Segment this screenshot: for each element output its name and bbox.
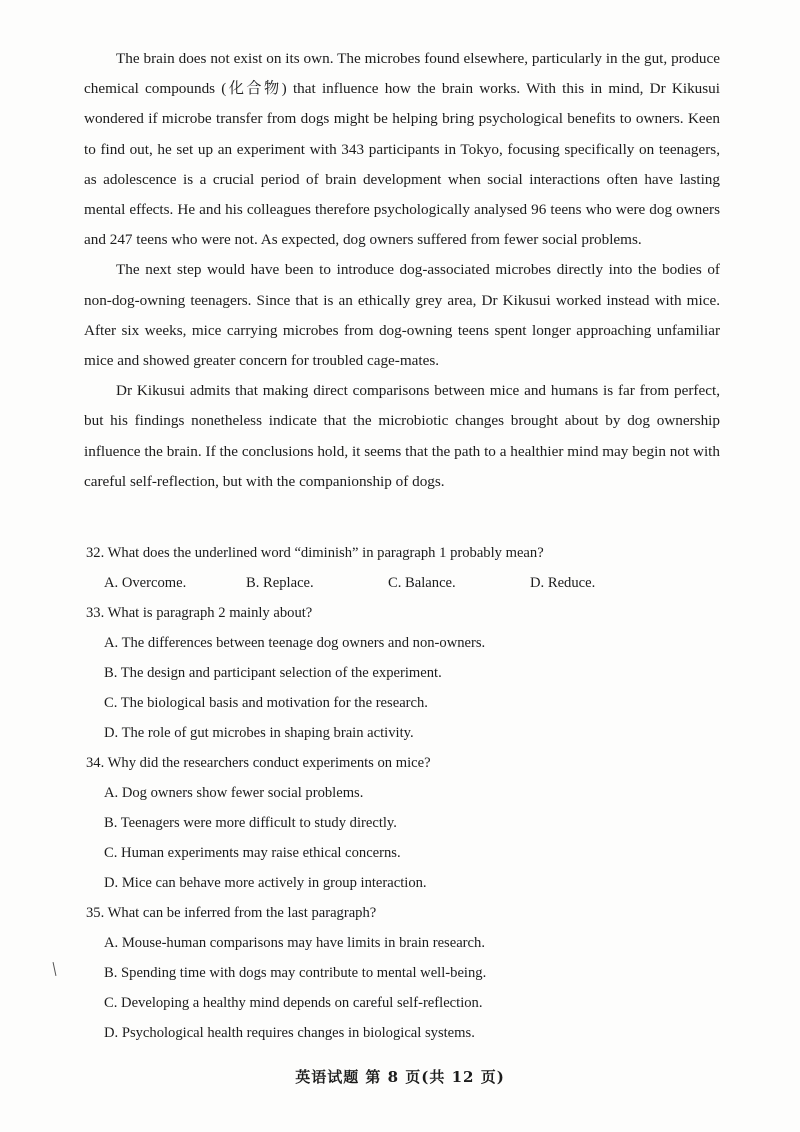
page-footer: 英语试题 第 8 页(共 12 页)	[295, 1068, 505, 1086]
question-32	[86, 538, 722, 598]
question-35	[86, 898, 722, 1048]
question-34	[86, 748, 722, 898]
option-row	[104, 568, 722, 598]
passage-paragraph-1: The brain does not exist on its own. The microbes found elsewhere, particularly in the gut, produce chemical compounds (化合物) that influence how the brain works. With this in mind, Dr Kikusui wondered if microbe transfer from dogs might be helping bring psychological benefits to owners. Keen to find out, he set up an experiment with 343 participants in Tokyo, focusing specifically on teenagers, as adolescence is a crucial period of brain development when social interactions often have lasting mental effects. He and his colleagues therefore psychologically analysed 96 teens who were dog owners and 247 teens who were not. As expected, dog owners suffered from fewer social problems.	[84, 50, 720, 249]
option-c: C. Developing a healthy mind depends on careful self-reflection.	[104, 995, 483, 1011]
option-d: D. The role of gut microbes in shaping brain activity.	[104, 725, 414, 741]
option-d: D. Mice can behave more actively in group interaction.	[104, 875, 427, 891]
pencil-mark	[53, 962, 57, 976]
question-33	[86, 598, 722, 748]
question-stem: 33. What is paragraph 2 mainly about?	[86, 605, 313, 621]
passage-paragraph-2: The next step would have been to introduce dog-associated microbes directly into the bodies of non-dog-owning teenagers. Since that is an ethically grey area, Dr Kikusui worked instead with mice. After six weeks, mice carrying microbes from dog-owning teens spent longer approaching unfamiliar mice and showed greater concern for troubled cage-mates.	[84, 261, 720, 370]
question-list	[86, 538, 722, 1048]
option-b: B. Teenagers were more difficult to study directly.	[104, 815, 397, 831]
option-d: D. Reduce.	[530, 575, 596, 591]
question-stem: 34. Why did the researchers conduct experiments on mice?	[86, 755, 431, 771]
option-a: A. The differences between teenage dog owners and non-owners.	[104, 635, 486, 651]
option-b: B. Replace.	[246, 575, 314, 591]
option-c: C. Balance.	[388, 575, 456, 591]
question-stem: 35. What can be inferred from the last paragraph?	[86, 905, 377, 921]
option-c: C. The biological basis and motivation for the research.	[104, 695, 428, 711]
option-b: B. The design and participant selection of the experiment.	[104, 665, 442, 681]
option-a: A. Dog owners show fewer social problems.	[104, 785, 364, 801]
passage-paragraph-3: Dr Kikusui admits that making direct comparisons between mice and humans is far from perfect, but his findings nonetheless indicate that the microbiotic changes brought about by dog ownership influence the brain. If the conclusions hold, it seems that the path to a healthier mind may begin not with careful self-reflection, but with the companionship of dogs.	[84, 382, 720, 490]
option-b: B. Spending time with dogs may contribute to mental well-being.	[104, 965, 487, 981]
option-d: D. Psychological health requires changes in biological systems.	[104, 1025, 475, 1041]
option-a: A. Mouse-human comparisons may have limits in brain research.	[104, 935, 485, 951]
question-stem: 32. What does the underlined word “diminish” in paragraph 1 probably mean?	[86, 545, 544, 561]
option-a: A. Overcome.	[104, 575, 187, 591]
option-c: C. Human experiments may raise ethical concerns.	[104, 845, 401, 861]
reading-passage	[84, 44, 720, 497]
